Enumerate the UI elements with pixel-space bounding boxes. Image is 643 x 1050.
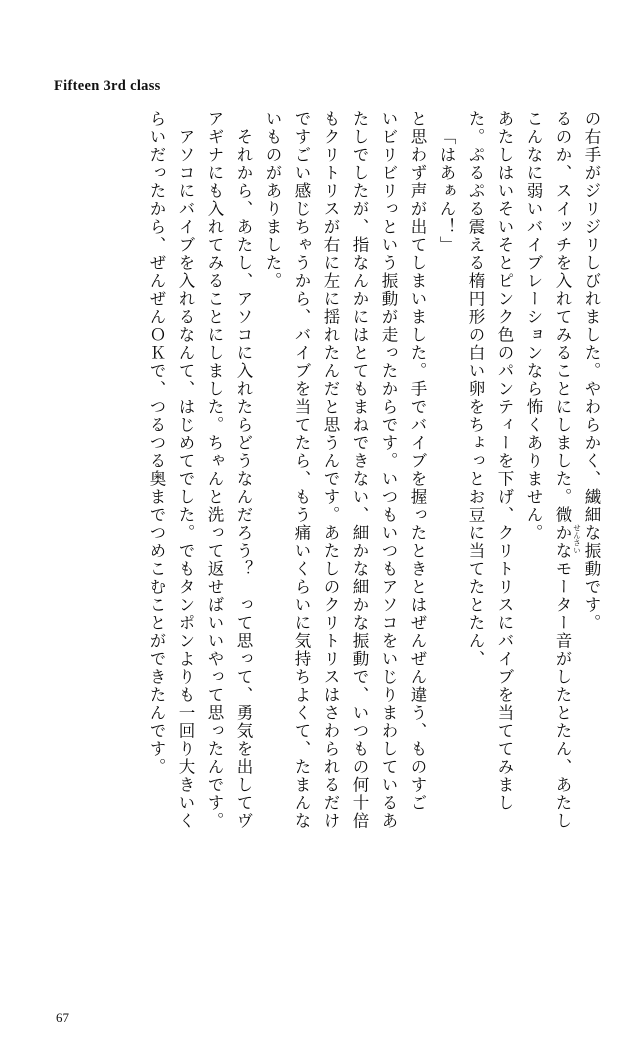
text-column: もクリトリスが右に左に揺れたんだと思うんです。あたしのクリトリスはさわられるだけ — [321, 110, 340, 830]
text-column: と思わず声が出てしまいました。手でバイブを握ったときとはぜんぜん違う、ものすご — [408, 110, 427, 812]
vertical-text-body — [59, 110, 599, 990]
text-column: るのか、スイッチを入れてみることにしました。微かなモーター音がしたとたん、あたし — [553, 110, 572, 830]
ruby-reading: せんさい — [572, 524, 582, 554]
text-column: た。ぷるぷる震える楕円形の白い卵をちょっとお豆に当てたとたん、 — [466, 110, 485, 668]
text-column: アソコにバイブを入れるなんて、はじめてでした。でもタンポンよりも一回り大きいく — [176, 128, 195, 830]
text-column: あたしはいそいそとピンク色のパンティーを下げ、クリトリスにバイブを当ててみまし — [495, 110, 514, 812]
text-column: たしでしたが、指なんかにはとてもまねできない、細かな細かな振動で、いつもの何十倍 — [350, 110, 369, 830]
text-column: 「はあぁん！」 — [437, 128, 456, 254]
text-column: らいだったから、ぜんぜんＯＫで、つるつる奥までつめこむことができたんです。 — [147, 110, 166, 776]
text-column: ですごい感じちゃうから、バイブを当てたら、もう痛いくらいに気持ちよくて、たまんな — [292, 110, 311, 830]
running-head: Fifteen 3rd class — [54, 78, 161, 94]
text-column: こんなに弱いバイブレーションなら怖くありません。 — [524, 110, 543, 542]
text-column: アギナにも入れてみることにしました。ちゃんと洗って返せばいいやって思ったんです。 — [205, 110, 224, 830]
text-column: いビリビリっという振動が走ったからです。いつもいつもアソコをいじりまわしているあ — [379, 110, 398, 830]
ruby-base: 繊細 せんさい — [572, 488, 601, 554]
text-column: の右手がジリジリしびれました。やわらかく、繊細 せんさい な振動です。 — [572, 110, 601, 632]
text-column: いものがありました。 — [263, 110, 282, 290]
text-column: それから、あたし、アソコに入れたらどうなんだろう？ って思って、勇気を出してヴ — [234, 128, 253, 830]
page-number: 67 — [56, 1010, 69, 1025]
